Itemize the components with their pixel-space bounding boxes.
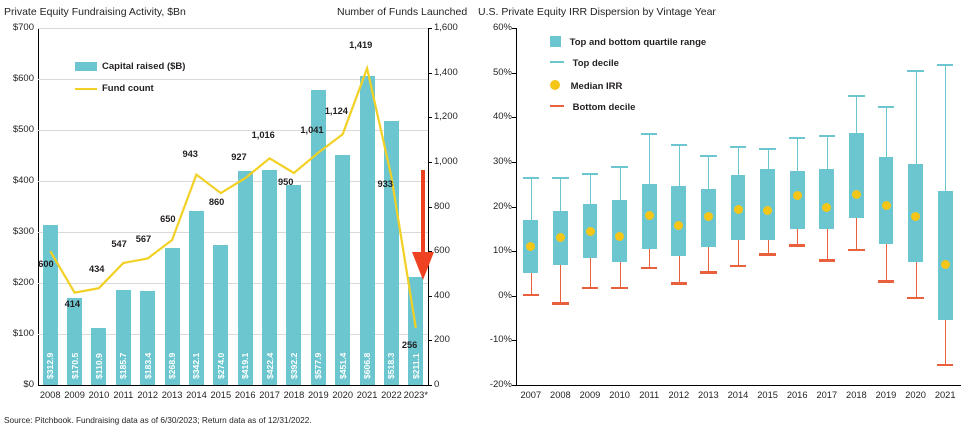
legend-median-irr — [550, 80, 622, 92]
y-axis-tick-label: 10% — [492, 245, 512, 257]
y-axis-tick-label: $500 — [12, 124, 34, 135]
x-axis-tick-label: 2015 — [210, 390, 232, 400]
x-axis-tick-label: 2012 — [137, 390, 159, 400]
bottom-decile-marker — [730, 265, 747, 268]
bottom-decile-marker — [671, 282, 688, 285]
whisker-lower — [649, 249, 650, 267]
legend-fund-count — [75, 80, 154, 98]
fund-count-label: 1,124 — [324, 106, 348, 117]
median-irr-dot — [645, 211, 654, 220]
fund-count-label: 547 — [111, 238, 127, 249]
legend-quartile-range — [550, 36, 706, 48]
bar-value-label: $422.4 — [264, 352, 275, 379]
axis-tick — [512, 340, 516, 341]
bottom-decile-marker — [582, 287, 599, 290]
whisker-lower — [827, 229, 828, 259]
x-axis-tick-label: 2011 — [113, 390, 134, 400]
bar-value-label: $392.2 — [288, 352, 299, 379]
x-axis-tick-label: 2016 — [786, 390, 808, 400]
bottom-decile-marker — [759, 253, 776, 256]
fund-count-label: 414 — [64, 298, 81, 309]
x-axis-tick-label: 2017 — [259, 390, 280, 400]
source-note: Source: Pitchbook. Fundraising data as of 6/30/2023; Return data as of 12/31/2022. — [4, 415, 312, 425]
y-axis-tick-label: $300 — [12, 226, 34, 237]
whisker-upper — [738, 146, 739, 175]
x-axis-tick-label: 2010 — [609, 390, 630, 400]
x-axis-tick-label: 2016 — [234, 390, 256, 400]
y-axis-tick-label: 30% — [492, 155, 512, 167]
legend-label-top-decile: Top decile — [572, 58, 619, 69]
quartile-box — [849, 133, 864, 218]
bar-value-label: $110.9 — [93, 353, 104, 379]
quartile-box — [760, 169, 775, 240]
y-axis-tick-label: $100 — [12, 328, 34, 339]
fund-count-label: 1,016 — [251, 130, 275, 141]
bar-value-label: $268.9 — [167, 352, 178, 379]
top-decile-marker — [878, 106, 895, 108]
bar-value-label: $211.1 — [410, 353, 421, 379]
top-decile-marker — [671, 144, 688, 146]
whisker-upper — [916, 70, 917, 164]
axis-tick — [512, 162, 516, 163]
axis-tick — [512, 296, 516, 297]
axis-tick — [428, 385, 432, 386]
secondary-y-axis-tick-label: 800 — [434, 200, 450, 212]
bottom-decile-marker — [641, 267, 658, 270]
bottom-decile-marker — [937, 364, 954, 367]
legend-label-median: Median IRR — [570, 81, 623, 92]
bar — [384, 121, 399, 385]
bottom-decile-marker — [848, 249, 865, 252]
x-axis-tick-label: 2011 — [639, 390, 660, 400]
bottom-decile-marker — [523, 294, 540, 297]
fund-count-label: 256 — [401, 339, 418, 350]
y-axis-tick-label: -10% — [489, 334, 512, 346]
x-axis-tick-label: 2009 — [579, 390, 601, 400]
quartile-box — [819, 169, 834, 229]
median-irr-dot — [734, 205, 743, 214]
secondary-y-axis-tick-label: 0 — [434, 379, 440, 390]
whisker-lower — [797, 229, 798, 245]
bottom-decile-marker — [819, 259, 836, 262]
x-axis-tick-label: 2009 — [64, 390, 85, 400]
decline-arrow-icon — [405, 168, 445, 283]
fund-count-label: 1,041 — [300, 124, 324, 135]
x-axis-tick-label: 2007 — [520, 390, 542, 400]
axis-tick — [512, 28, 516, 29]
x-axis-tick-label: 2017 — [816, 390, 838, 400]
whisker-lower — [531, 273, 532, 293]
bottom-decile-marker — [789, 244, 806, 247]
fundraising-chart-panel — [0, 0, 470, 433]
legend-bottom-decile — [550, 102, 635, 113]
fund-count-label: 1,419 — [349, 40, 373, 51]
legend-label-bottom-decile: Bottom decile — [572, 102, 636, 113]
irr-dispersion-panel — [478, 0, 972, 433]
x-axis-tick-label: 2012 — [668, 390, 690, 400]
top-decile-marker — [700, 155, 717, 157]
top-decile-marker — [848, 95, 865, 97]
axis-tick — [512, 385, 516, 386]
x-axis-tick-label: 2008 — [550, 390, 571, 400]
x-axis-tick-label: 2013 — [161, 390, 183, 400]
bottom-decile-marker — [552, 302, 569, 305]
x-axis-tick-label: 2023* — [403, 390, 428, 400]
legend-top-decile — [550, 58, 619, 69]
secondary-y-axis-tick-label: 1,000 — [434, 155, 458, 167]
x-axis-tick-label: 2010 — [88, 390, 110, 400]
bottom-decile-marker — [700, 271, 717, 274]
median-irr-dot — [674, 221, 683, 230]
whisker-lower — [945, 320, 946, 363]
x-axis-tick-label: 2021 — [934, 390, 956, 400]
whisker-upper — [797, 137, 798, 170]
bar-value-label: $170.5 — [69, 352, 80, 379]
bar-value-label: $185.7 — [118, 352, 129, 379]
legend-capital-raised — [75, 58, 185, 76]
bar-value-label: $342.1 — [191, 352, 202, 379]
axis-tick — [512, 207, 516, 208]
x-axis-tick-label: 2021 — [356, 390, 378, 400]
median-irr-dot — [704, 212, 713, 221]
median-irr-dot — [852, 190, 861, 199]
y-axis-tick-label: 50% — [492, 66, 512, 78]
bar-value-label: $518.3 — [386, 352, 397, 379]
top-decile-marker — [937, 64, 954, 66]
legend-label-capital: Capital raised ($B) — [102, 61, 186, 73]
median-irr-dot — [793, 191, 802, 200]
whisker-upper — [945, 64, 946, 191]
axis-tick — [512, 73, 516, 74]
bottom-decile-marker — [907, 297, 924, 300]
whisker-lower — [768, 240, 769, 253]
y-axis-tick-label: 0% — [498, 289, 512, 301]
right-chart-title: U.S. Private Equity IRR Dispersion by Vintage Year — [478, 6, 716, 18]
top-decile-marker — [552, 177, 569, 179]
legend-swatch-quartile — [550, 36, 561, 47]
whisker-upper — [620, 166, 621, 199]
y-axis-tick-label: $700 — [12, 22, 34, 33]
axis-tick — [512, 251, 516, 252]
legend-line-fund-count — [75, 88, 97, 90]
whisker-lower — [738, 240, 739, 265]
whisker-upper — [531, 177, 532, 219]
secondary-y-axis-tick-label: 1,200 — [434, 111, 458, 123]
bar-value-label: $577.9 — [313, 352, 324, 379]
fund-count-label: 943 — [182, 148, 198, 159]
whisker-lower — [916, 262, 917, 296]
top-decile-marker — [759, 148, 776, 150]
top-decile-marker — [907, 70, 924, 72]
top-decile-marker — [819, 135, 836, 137]
secondary-y-axis-tick-label: 1,600 — [434, 22, 458, 33]
top-decile-marker — [789, 137, 806, 139]
bar-value-label: $274.0 — [215, 352, 226, 379]
fund-count-label: 567 — [135, 234, 152, 245]
bottom-decile-marker — [878, 280, 895, 283]
bar-value-label: $183.4 — [142, 352, 153, 379]
bar — [335, 155, 350, 385]
y-axis-tick-label: 20% — [492, 200, 512, 212]
legend-line-top-decile — [550, 61, 564, 63]
whisker-upper — [560, 177, 561, 210]
x-axis-tick-label: 2019 — [875, 390, 897, 400]
fund-count-label: 860 — [208, 197, 225, 208]
whisker-lower — [679, 256, 680, 283]
whisker-lower — [560, 265, 561, 303]
whisker-upper — [886, 106, 887, 157]
gridline — [38, 28, 428, 29]
fund-count-label: 600 — [38, 259, 54, 270]
median-irr-dot — [615, 232, 624, 241]
quartile-box — [938, 191, 953, 320]
y-axis-tick-label: 40% — [492, 111, 512, 123]
legend-dot-median — [550, 80, 560, 90]
bar-value-label: $312.9 — [45, 352, 56, 379]
top-decile-marker — [730, 146, 747, 148]
whisker-upper — [590, 173, 591, 204]
whisker-lower — [590, 258, 591, 287]
top-decile-marker — [582, 173, 599, 175]
y-axis-tick-label: -20% — [489, 379, 512, 390]
bar-value-label: $419.1 — [240, 352, 251, 379]
secondary-y-axis-tick-label: 600 — [434, 245, 450, 257]
whisker-upper — [856, 95, 857, 133]
whisker-upper — [827, 135, 828, 168]
top-decile-marker — [641, 133, 658, 135]
fund-count-label: 434 — [88, 264, 105, 275]
x-axis-tick-label: 2015 — [757, 390, 778, 400]
whisker-upper — [679, 144, 680, 186]
y-axis-tick-label: $400 — [12, 175, 34, 186]
legend-line-bottom-decile — [550, 105, 564, 107]
y-axis-tick-label: $0 — [23, 379, 34, 390]
secondary-y-axis-tick-label: 1,400 — [434, 66, 458, 78]
x-axis-tick-label: 2022 — [381, 390, 402, 400]
median-irr-dot — [882, 201, 891, 210]
bar — [360, 76, 375, 385]
y-axis-tick-label: 60% — [492, 22, 512, 33]
whisker-lower — [708, 247, 709, 272]
median-irr-dot — [586, 227, 595, 236]
secondary-y-axis-tick-label: 200 — [434, 334, 450, 346]
x-axis-tick-label: 2019 — [307, 390, 329, 400]
y-axis-tick-label: $200 — [12, 277, 34, 288]
whisker-lower — [886, 244, 887, 280]
axis-tick — [512, 117, 516, 118]
fund-count-label: 927 — [231, 152, 247, 163]
fund-count-label: 933 — [377, 178, 393, 189]
fund-count-label: 650 — [160, 213, 176, 224]
x-axis-tick-label: 2020 — [905, 390, 926, 400]
bottom-decile-marker — [611, 287, 628, 290]
whisker-upper — [768, 148, 769, 168]
y-axis-tick-label: $600 — [12, 73, 34, 84]
top-decile-marker — [611, 166, 628, 168]
x-axis-tick-label: 2020 — [332, 390, 354, 400]
fund-count-label: 950 — [277, 177, 294, 188]
secondary-y-axis-tick-label: 400 — [434, 289, 450, 301]
left-chart-title: Private Equity Fundraising Activity, $Bn — [4, 6, 186, 18]
whisker-upper — [649, 133, 650, 184]
bar-value-label: $451.4 — [337, 352, 348, 379]
top-decile-marker — [523, 177, 540, 179]
x-axis-tick-label: 2014 — [186, 390, 207, 400]
bar-value-label: $606.8 — [362, 352, 373, 379]
x-axis-tick-label: 2018 — [283, 390, 305, 400]
legend-label-quartile: Top and bottom quartile range — [569, 37, 707, 48]
legend-label-fund-count: Fund count — [102, 83, 154, 95]
left-chart-secondary-axis-title: Number of Funds Launched — [337, 6, 468, 18]
x-axis-tick-label: 2018 — [846, 390, 867, 400]
median-irr-dot — [941, 260, 950, 269]
whisker-upper — [708, 155, 709, 188]
whisker-lower — [620, 262, 621, 287]
x-axis-tick-label: 2013 — [698, 390, 719, 400]
legend-swatch-capital — [75, 62, 97, 71]
x-axis-tick-label: 2008 — [39, 390, 61, 400]
x-axis-tick-label: 2014 — [727, 390, 749, 400]
whisker-lower — [856, 218, 857, 249]
